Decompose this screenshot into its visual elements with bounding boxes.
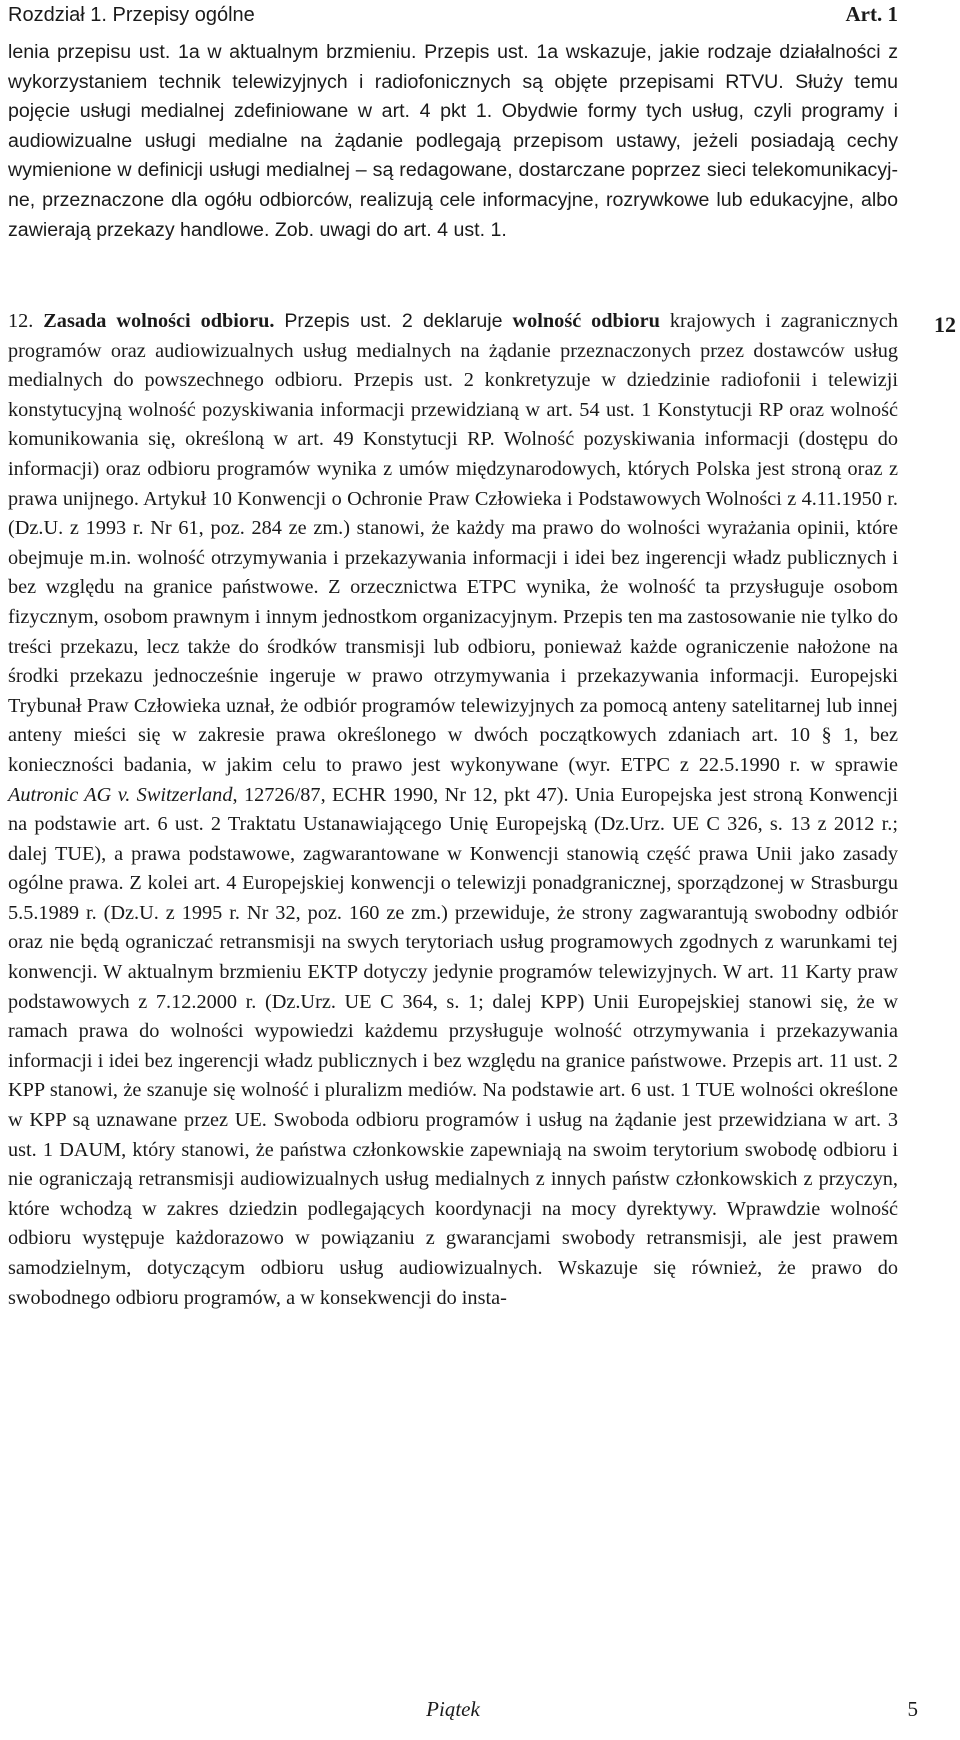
page-number: 5 (907, 1697, 918, 1721)
paragraph-number: 12. (8, 310, 34, 332)
article-number: Art. 1 (845, 2, 898, 26)
footer-author: Piątek (426, 1697, 480, 1721)
paragraph-text-c: , 12726/87, ECHR 1990, Nr 12, pkt 47). Unia Europejska jest stroną Konwencji na podstawie art. 6 ust. 2 Traktatu Ustanawiającego Unię Europejską (Dz.Urz. UE C 326, s. 13 z 2012 r.; dalej TUE), a prawa podstawowe, zagwarantowane w Konwencji stanowią część prawa Unii jako zasady ogólne prawa. Z kolei art. 4 Europejskiej konwencji o telewizji ponadgranicznej, sporządzonej w Strasburgu 5.5.1989 r. (Dz.U. z 1995 r. Nr 32, poz. 160 ze zm.) przewiduje, że strony zagwarantują swobodny odbiór oraz nie będą ograniczać retransmisji na swych terytoriach usług programowych zgodnych z warunkami tej konwencji. W aktualnym brzmieniu EKTP dotyczy jedynie programów telewizyjnych. W art. 11 Karty praw podstawowych z 7.12.2000 r. (Dz.Urz. UE C 364, s. 1; dalej KPP) Unii Europejskiej stanowi się, że w ramach prawa do wolności wypowiedzi każdemu przysługuje wolność otrzymywania i przekazywania informacji i idei bez ingerencji władz publicznych i bez względu na granice państwowe. Przepis art. 11 ust. 2 KPP stanowi, że szanuje się wolność i pluralizm mediów. Na podstawie art. 6 ust. 1 TUE wolności określone w KPP są uznawane przez UE. Swoboda odbioru programów i usług na żądanie jest przewidziana w art. 3 ust. 1 DAUM, który stanowi, że państwa członkowskie zapewniają na swoim terytorium swobodę odbioru i nie ograniczają retransmisji audiowizualnych usług medialnych z innych państw członkowskich z przyczyn, które wchodzą w zakres dziedzin podlegających koordynacji na mocy dyrektywy. Wprawdzie wolność odbioru występuje każdorazowo w powiązaniu z gwarancjami swobody retransmisji, ale jest prawem samodzielnym, dotyczącym odbioru usług audiowizualnych. Wskazuje się również, że prawo do swobodnego odbioru programów, a w konsekwencji do insta- (8, 783, 898, 1309)
page-footer (8, 1697, 918, 1729)
emphasis-term: wolność odbioru (512, 310, 660, 332)
paragraph-continued: lenia przepisu ust. 1a w aktualnym brzmieniu. Przepis ust. 1a wskazuje, jakie rodzaje działalności z wykorzystaniem technik telewizyjnych i radiofonicznych są objęte przepisami RTVU. Służy temu pojęcie usługi medialnej zdefiniowane w art. 4 pkt 1. Obydwie formy tych usług, czyli programy i audiowizualne usługi medialne na żądanie podlegają przepisom ustawy, jeżeli posiadają cechy wymienione w definicji usługi medialnej – są redagowane, dostarczane poprzez sieci telekomunikacyjne, przeznaczone dla ogółu odbiorców, realizują cele informacyjne, rozrywkowe lub edukacyjne, albo zawierają przekazy handlowe. Zob. uwagi do art. 4 ust. 1. (8, 41, 898, 241)
paragraph-heading: Zasada wolności odbioru. (43, 310, 275, 332)
paragraph-text-a: Przepis ust. 2 deklaruje (284, 310, 503, 332)
case-name: Autronic AG v. Switzerland (8, 783, 233, 806)
paragraph-text-b: krajowych i zagranicznych programów oraz audiowizualnych usług medialnych na żądanie przeznaczonych przez dostawców usług medialnych do powszechnego odbioru. Przepis ust. 2 konkretyzuje w dziedzinie radiofonii i telewizji konstytucyjną wolność pozyskiwania informacji przewidzianą w art. 54 ust. 1 Konstytucji RP oraz wolność komunikowania się, określoną w art. 49 Konstytucji RP. Wolność pozyskiwania informacji (dostępu do informacji) oraz odbioru programów wynika z umów międzynarodowych, których Polska jest stroną oraz z prawa unijnego. Artykuł 10 Konwencji o Ochronie Praw Człowieka i Podstawowych Wolności z 4.11.1950 r. (Dz.U. z 1993 r. Nr 61, poz. 284 ze zm.) stanowi, że każdy ma prawo do wolności wyrażania opinii, które obejmuje m.in. wolność otrzymywania i przekazywania informacji i idei bez ingerencji władz publicznych i bez względu na granice państwowe. Z orzecznictwa ETPC wynika, że wolność ta przysługuje osobom fizycznym, osobom prawnym i innym jednostkom organizacyjnym. Przepis ten ma zastosowanie nie tylko do treści przekazu, lecz także do środków transmisji lub odbioru, ponieważ każde ograniczenie nałożone na środki przekazu jednocześnie ingeruje w prawo otrzymywania i przekazywania informacji. Europejski Trybunał Praw Człowieka uznał, że odbiór programów telewizyjnych za pomocą anteny satelitarnej lub innej anteny mieści się w zakresie prawa określonego w dwóch początkowych zdaniach art. 10 § 1, bez konieczności badania, w jakim celu to prawo jest wykonywane (wyr. ETPC z 22.5.1990 r. w sprawie (8, 310, 898, 776)
chapter-title: Rozdział 1. Przepisy ogólne (8, 4, 255, 26)
margin-number: 12 (934, 312, 956, 337)
paragraph-12 (8, 307, 898, 1313)
running-header (8, 2, 898, 32)
